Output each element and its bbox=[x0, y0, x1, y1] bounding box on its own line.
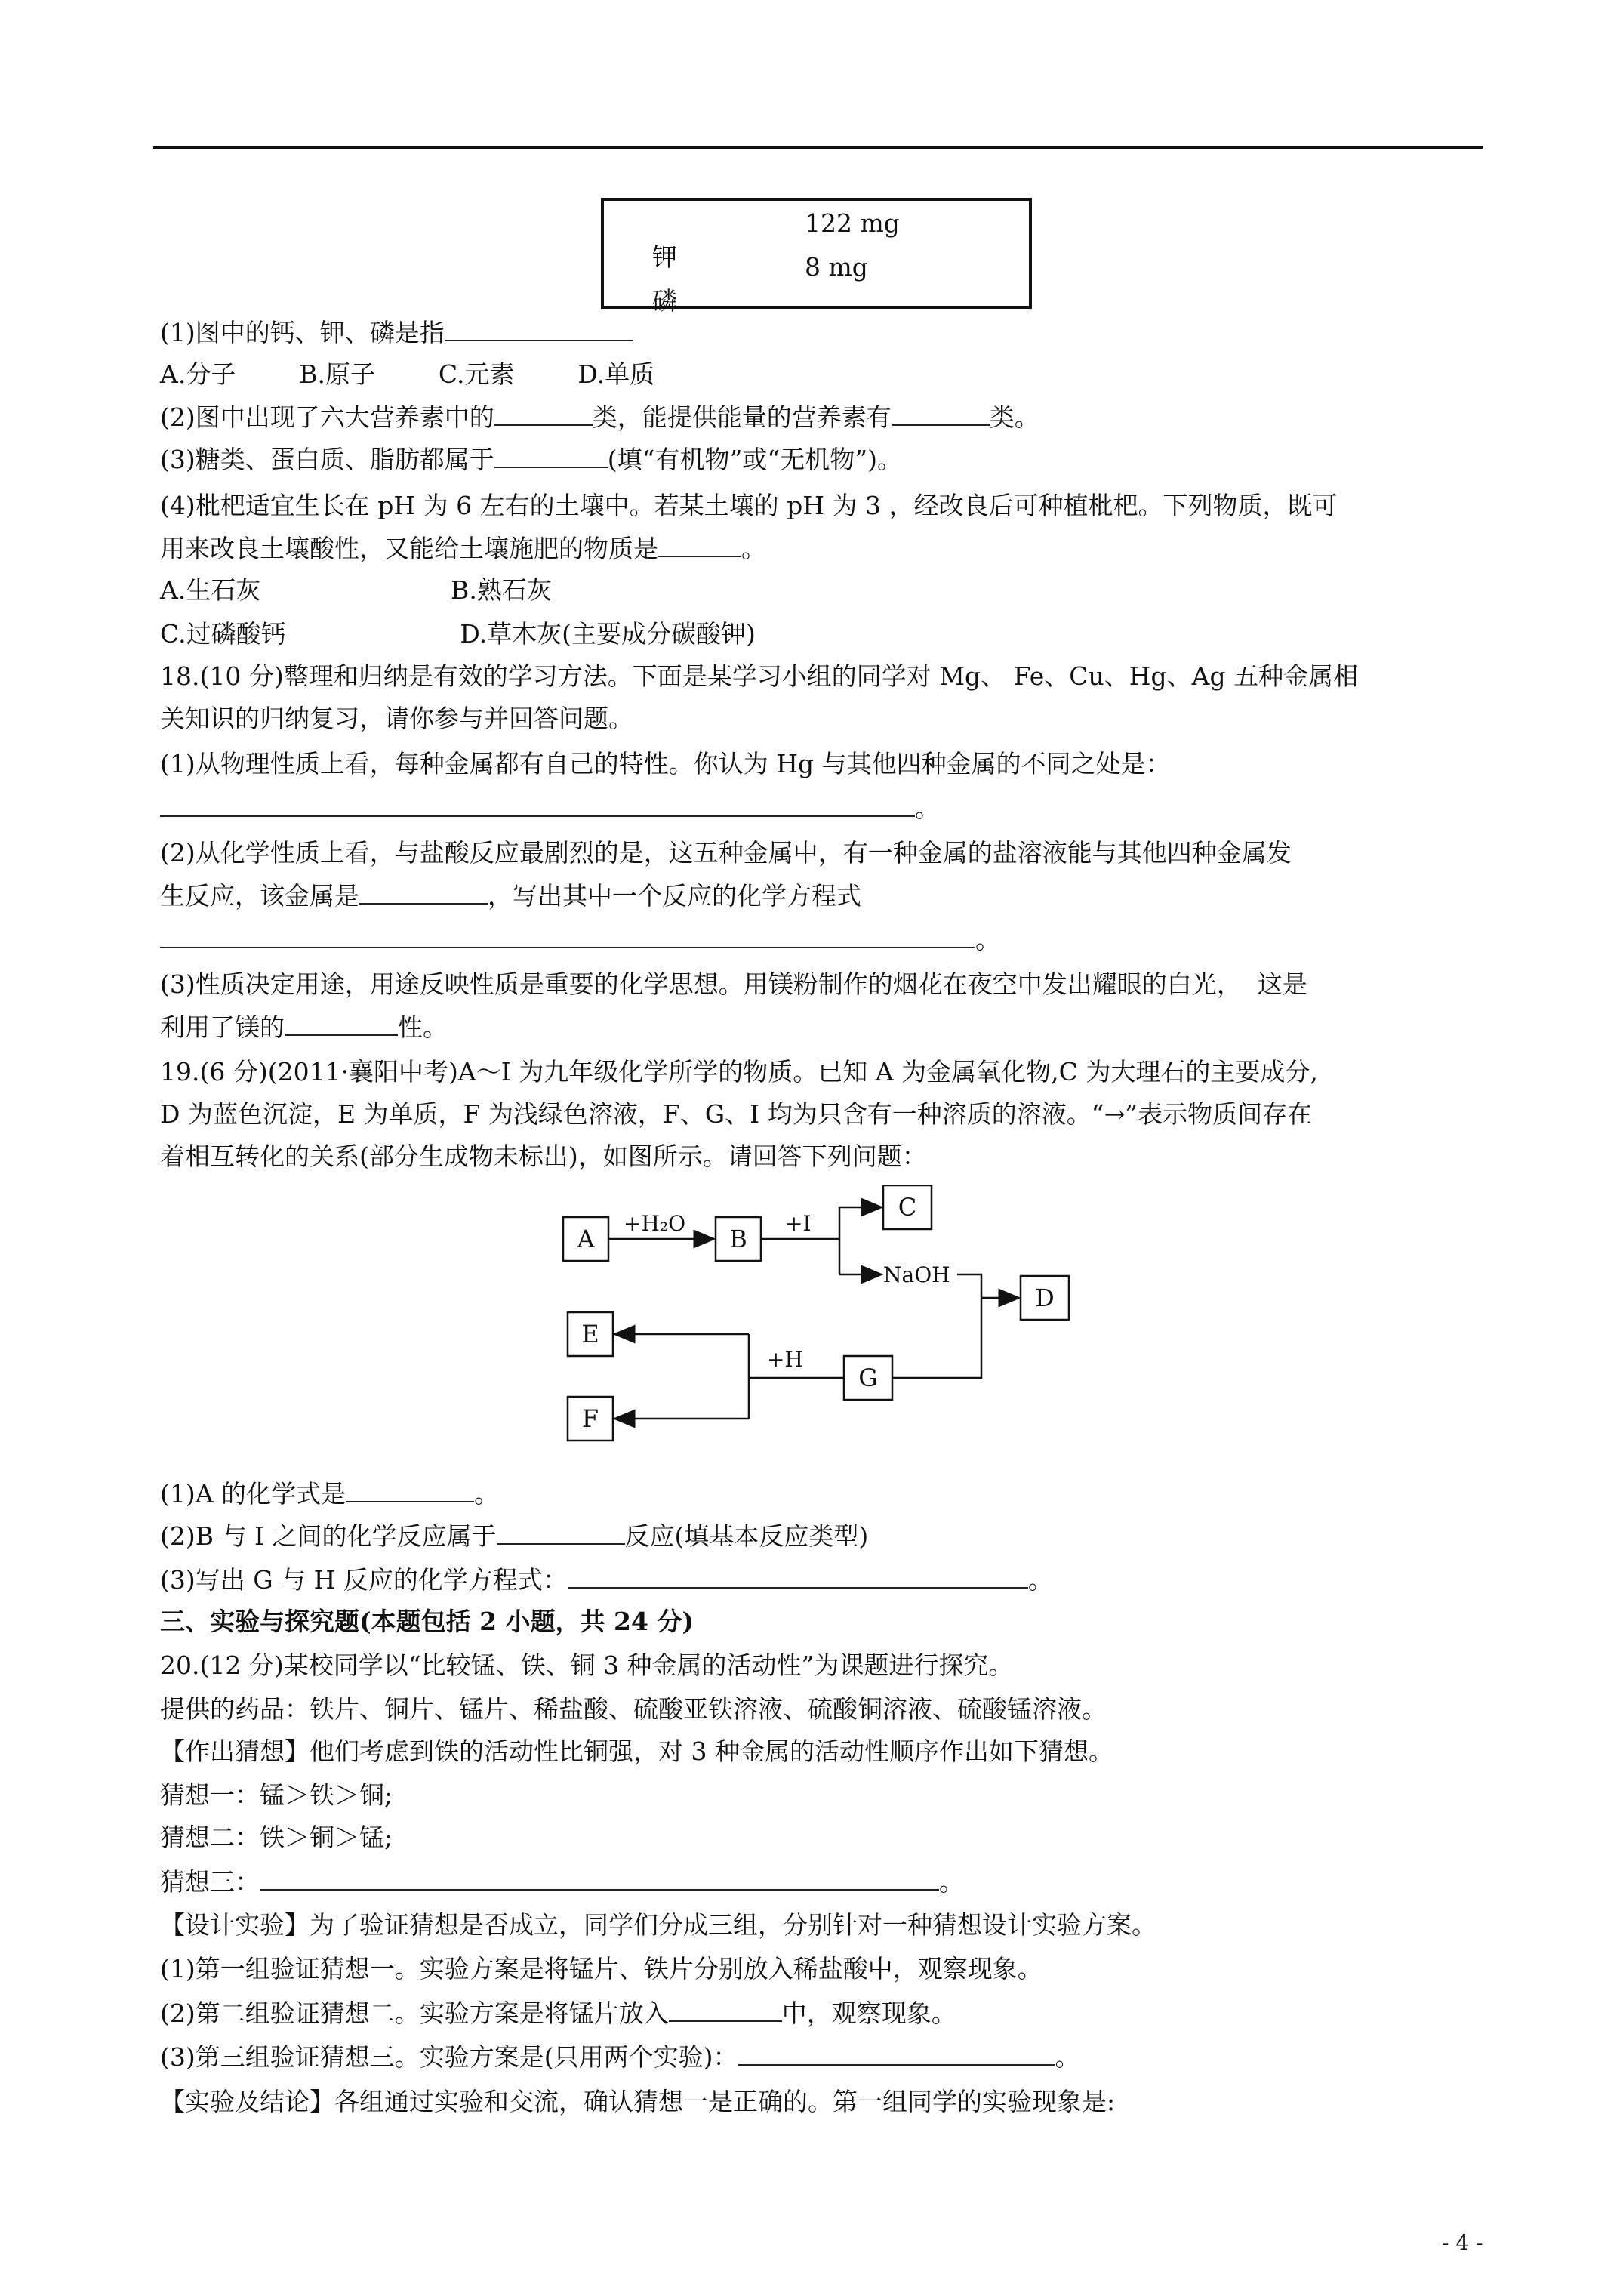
answer-blank bbox=[445, 317, 633, 341]
line-text: 。 bbox=[939, 1867, 964, 1897]
text-line bbox=[160, 2042, 1080, 2073]
text-line bbox=[160, 1057, 1318, 1087]
line-text: 。 bbox=[1027, 1565, 1053, 1595]
line-text: (3)写出 G 与 H 反应的化学方程式： bbox=[160, 1565, 568, 1595]
line-text: 性。 bbox=[398, 1012, 448, 1042]
text-line bbox=[160, 749, 1171, 779]
text-line bbox=[160, 1694, 1107, 1724]
text-line bbox=[160, 1780, 393, 1811]
text-line bbox=[160, 1737, 1113, 1767]
text-line bbox=[160, 2087, 1115, 2117]
line-text: 。 bbox=[741, 534, 766, 563]
line-text: (1)A 的化学式是 bbox=[160, 1479, 346, 1509]
node-b-label: B bbox=[729, 1225, 747, 1253]
line-text: 。 bbox=[1055, 2042, 1080, 2072]
line-text: 三、实验与探究题(本题包括 2 小题，共 24 分) bbox=[160, 1607, 694, 1636]
answer-blank bbox=[738, 2042, 1055, 2066]
answer-blank bbox=[669, 1998, 782, 2022]
label-plus-i: +I bbox=[785, 1211, 812, 1236]
line-text: 生反应，该金属是 bbox=[160, 881, 359, 911]
header-rule bbox=[153, 146, 1483, 149]
text-line bbox=[160, 1142, 927, 1172]
line-text: 用来改良土壤酸性，又能给土壤施肥的物质是 bbox=[160, 534, 658, 563]
text-line bbox=[160, 444, 902, 475]
text-line bbox=[160, 1954, 1042, 1984]
line-text: (1)第一组验证猜想一。实验方案是将锰片、铁片分别放入稀盐酸中，观察现象。 bbox=[160, 1954, 1042, 1983]
text-line bbox=[160, 704, 633, 734]
text-line bbox=[160, 1998, 956, 2029]
line-text: 中，观察现象。 bbox=[781, 1999, 956, 2028]
line-text: 提供的药品：铁片、铜片、锰片、稀盐酸、硫酸亚铁溶液、硫酸铜溶液、硫酸锰溶液。 bbox=[160, 1694, 1107, 1724]
table-row bbox=[621, 252, 868, 376]
line-text: 猜想三： bbox=[160, 1867, 260, 1897]
line-text: A.生石灰 B.熟石灰 bbox=[160, 575, 552, 605]
node-a-label: A bbox=[577, 1225, 595, 1253]
nutrient-value: 122 mg bbox=[805, 208, 900, 238]
answer-blank bbox=[494, 402, 593, 426]
text-line bbox=[160, 1012, 448, 1043]
line-text: (2)B 与 I 之间的化学反应属于 bbox=[160, 1521, 497, 1551]
line-text: 【设计实验】为了验证猜想是否成立，同学们分成三组，分别针对一种猜想设计实验方案。 bbox=[160, 1910, 1156, 1940]
node-e-label: E bbox=[581, 1320, 599, 1348]
answer-blank bbox=[260, 1866, 939, 1891]
text-line bbox=[160, 575, 552, 606]
text-line bbox=[160, 1478, 499, 1509]
answer-blank bbox=[160, 924, 975, 948]
line-text: 19.(6 分)(2011·襄阳中考)A～I 为九年级化学所学的物质。已知 A 为金属氧化物,C 为大理石的主要成分, bbox=[160, 1057, 1318, 1086]
text-line bbox=[160, 793, 940, 824]
line-text: 。 bbox=[915, 794, 940, 823]
line-text: (4)枇杷适宜生长在 pH 为 6 左右的土壤中。若某土壤的 pH 为 3 ，经改良后可种植枇杷。下列物质，既可 bbox=[160, 491, 1338, 520]
line-text: (3)第三组验证猜想三。实验方案是(只用两个实验)： bbox=[160, 2042, 738, 2072]
line-text: 。 bbox=[975, 925, 1000, 954]
line-text: 20.(12 分)某校同学以“比较锰、铁、铜 3 种金属的活动性”为课题进行探究。 bbox=[160, 1650, 1014, 1680]
line-text: 着相互转化的关系(部分生成物未标出)，如图所示。请回答下列问题： bbox=[160, 1142, 927, 1171]
text-line bbox=[160, 619, 756, 649]
text-line bbox=[160, 661, 1358, 692]
line-text: (2)第二组验证猜想二。实验方案是将锰片放入 bbox=[160, 1999, 669, 2028]
line-text: 猜想一：锰＞铁＞铜; bbox=[160, 1780, 393, 1810]
line-text: 反应(填基本反应类型) bbox=[624, 1521, 869, 1551]
text-line bbox=[160, 924, 1000, 955]
line-text: 【作出猜想】他们考虑到铁的活动性比铜强，对 3 种金属的活动性顺序作出如下猜想。 bbox=[160, 1737, 1113, 1766]
text-line bbox=[160, 969, 1307, 1000]
line-text: (3)糖类、蛋白质、脂肪都属于 bbox=[160, 445, 494, 474]
text-line bbox=[160, 838, 1292, 868]
label-naoh: NaOH bbox=[883, 1262, 950, 1287]
text-line bbox=[160, 491, 1337, 521]
text-line bbox=[160, 1866, 964, 1897]
nutrient-name: 钾 bbox=[651, 242, 677, 272]
nutrition-table bbox=[601, 198, 1032, 316]
answer-blank bbox=[494, 444, 608, 468]
line-text: D 为蓝色沉淀，E 为单质，F 为浅绿色溶液，F、G、I 均为只含有一种溶质的溶液。“→”表示物质间存在 bbox=[160, 1099, 1313, 1129]
nutrient-name: 磷 bbox=[651, 286, 677, 316]
line-text: C.过磷酸钙 D.草木灰(主要成分碳酸钾) bbox=[160, 619, 756, 649]
line-text: (2)图中出现了六大营养素中的 bbox=[160, 402, 494, 432]
line-text: 猜想二：铁＞铜＞锰; bbox=[160, 1823, 393, 1852]
text-line bbox=[160, 1910, 1156, 1940]
text-line bbox=[160, 359, 654, 390]
answer-blank bbox=[497, 1521, 625, 1545]
naoh-d-connector bbox=[892, 1274, 981, 1378]
answer-blank bbox=[359, 880, 488, 905]
page-number: - 4 - bbox=[1442, 2230, 1483, 2255]
text-line bbox=[160, 533, 766, 564]
text-line bbox=[160, 1564, 1053, 1595]
line-text: (1)图中的钙、钾、磷是指 bbox=[160, 318, 445, 347]
line-text: 关知识的归纳复习，请你参与并回答问题。 bbox=[160, 704, 633, 733]
node-f-label: F bbox=[581, 1404, 599, 1433]
node-c-label: C bbox=[898, 1193, 917, 1222]
answer-blank bbox=[160, 793, 915, 817]
reaction-diagram bbox=[551, 1185, 1102, 1457]
answer-blank bbox=[346, 1478, 474, 1502]
line-text: A.分子 B.原子 C.元素 D.单质 bbox=[160, 359, 655, 389]
text-line bbox=[160, 317, 633, 348]
line-text: 【实验及结论】各组通过实验和交流，确认猜想一是正确的。第一组同学的实验现象是: bbox=[160, 2087, 1116, 2116]
nutrient-value: 8 mg bbox=[805, 252, 868, 282]
line-text: 。 bbox=[474, 1479, 500, 1509]
line-text: (1)从物理性质上看，每种金属都有自己的特性。你认为 Hg 与其他四种金属的不同之处是： bbox=[160, 749, 1171, 778]
text-line bbox=[160, 1607, 694, 1637]
text-line bbox=[160, 1099, 1312, 1130]
label-h2o: +H₂O bbox=[624, 1211, 686, 1236]
line-text: ，写出其中一个反应的化学方程式 bbox=[488, 881, 861, 911]
text-line bbox=[160, 880, 861, 911]
line-text: (2)从化学性质上看，与盐酸反应最剧烈的是，这五种金属中，有一种金属的盐溶液能与其他四种金属发 bbox=[160, 838, 1292, 868]
line-text: (3)性质决定用途，用途反映性质是重要的化学思想。用镁粉制作的烟花在夜空中发出耀眼的白光， 这是 bbox=[160, 969, 1307, 999]
text-line bbox=[160, 1823, 393, 1853]
text-line bbox=[160, 1521, 868, 1552]
answer-blank bbox=[568, 1564, 1028, 1589]
node-g-label: G bbox=[858, 1364, 878, 1392]
answer-blank bbox=[892, 402, 990, 426]
text-line bbox=[160, 402, 1039, 433]
label-plus-h: +H bbox=[767, 1347, 803, 1372]
answer-blank bbox=[658, 533, 741, 557]
line-text: 类。 bbox=[989, 402, 1039, 432]
answer-blank bbox=[285, 1012, 398, 1036]
line-text: 类，能提供能量的营养素有 bbox=[592, 402, 892, 432]
line-text: 18.(10 分)整理和归纳是有效的学习方法。下面是某学习小组的同学对 Mg、 Fe、Cu、Hg、Ag 五种金属相 bbox=[160, 661, 1359, 691]
node-d-label: D bbox=[1035, 1284, 1055, 1312]
line-text: (填“有机物”或“无机物”)。 bbox=[607, 445, 902, 474]
text-line bbox=[160, 1650, 1013, 1681]
line-text: 利用了镁的 bbox=[160, 1012, 285, 1042]
